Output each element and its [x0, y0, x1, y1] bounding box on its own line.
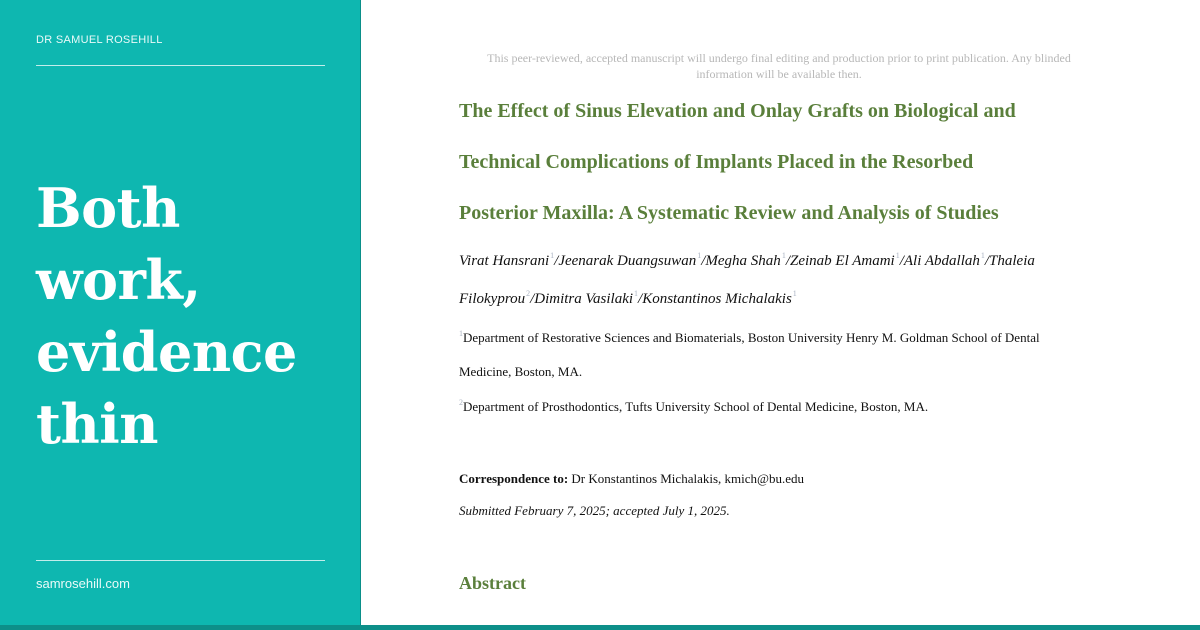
author-list-line-2: [459, 289, 797, 308]
author-ref: 1: [550, 251, 555, 260]
top-divider: [36, 65, 325, 66]
affiliation-2-marker: 2: [459, 398, 463, 407]
author-name: Zeinab El Amami: [789, 253, 895, 269]
affiliation-1: [459, 329, 1040, 346]
author-separator: /: [554, 253, 559, 269]
author-ref: 2: [526, 289, 531, 298]
author-name: Dimitra Vasilaki: [534, 291, 634, 307]
author-separator: /: [638, 291, 643, 307]
bottom-divider: [36, 560, 325, 561]
bottom-accent-bar: [0, 625, 1200, 630]
author-name: Konstantinos Michalakis: [642, 291, 792, 307]
abstract-heading: Abstract: [459, 573, 526, 593]
paper-title-line-1: The Effect of Sinus Elevation and Onlay Grafts on Biological and: [459, 100, 1016, 122]
author-ref: 1: [697, 251, 702, 260]
headline-line-2: work,: [36, 248, 201, 312]
author-separator: /: [530, 291, 535, 307]
correspondence: [459, 471, 804, 487]
headline-line-4: thin: [36, 392, 158, 456]
author-brand: DR SAMUEL ROSEHILL: [36, 34, 163, 46]
submission-dates: Submitted February 7, 2025; accepted July 1, 2025.: [459, 503, 730, 518]
headline: [36, 172, 346, 460]
author-ref: 1: [895, 251, 900, 260]
brand-panel: [0, 0, 361, 630]
affiliation-2-text: Department of Prosthodontics, Tufts University School of Dental Medicine, Boston, MA.: [463, 399, 929, 414]
author-ref: 1: [792, 289, 797, 298]
author-name: Ali Abdallah: [903, 253, 980, 269]
affiliation-1-line-2: Medicine, Boston, MA.: [459, 364, 583, 379]
manuscript-notice: This peer-reviewed, accepted manuscript will undergo final editing and production prior to print publication. Any blinded information will be available then.: [487, 51, 1071, 81]
website-link[interactable]: samrosehill.com: [36, 576, 130, 591]
headline-line-3: evidence: [36, 320, 297, 384]
affiliation-1-line-1: Department of Restorative Sciences and Biomaterials, Boston University Henry M. Goldman School of Dental: [463, 330, 1040, 345]
affiliation-1-marker: 1: [459, 329, 463, 338]
author-separator: /: [899, 253, 904, 269]
panel-border: [360, 0, 361, 630]
author-name: Virat Hansrani: [459, 253, 550, 269]
author-name: Megha Shah: [705, 253, 781, 269]
correspondence-details: Dr Konstantinos Michalakis, kmich@bu.edu: [568, 471, 804, 486]
author-separator: /: [701, 253, 706, 269]
headline-line-1: Both: [36, 176, 180, 240]
author-ref: 1: [781, 251, 786, 260]
author-name: Thaleia: [989, 253, 1035, 269]
author-separator: /: [984, 253, 990, 269]
paper-title-line-3: Posterior Maxilla: A Systematic Review and Analysis of Studies: [459, 202, 999, 224]
author-separator: /: [785, 253, 790, 269]
correspondence-label: Correspondence to:: [459, 471, 569, 486]
author-name: Jeenarak Duangsuwan: [558, 253, 697, 269]
author-name: Filokyprou: [459, 291, 526, 307]
author-ref: 1: [634, 289, 639, 298]
author-list-line-1: [459, 251, 1035, 270]
paper-title-line-2: Technical Complications of Implants Placed in the Resorbed: [459, 151, 974, 173]
affiliation-2: [459, 398, 928, 415]
author-ref: 1: [980, 251, 985, 260]
